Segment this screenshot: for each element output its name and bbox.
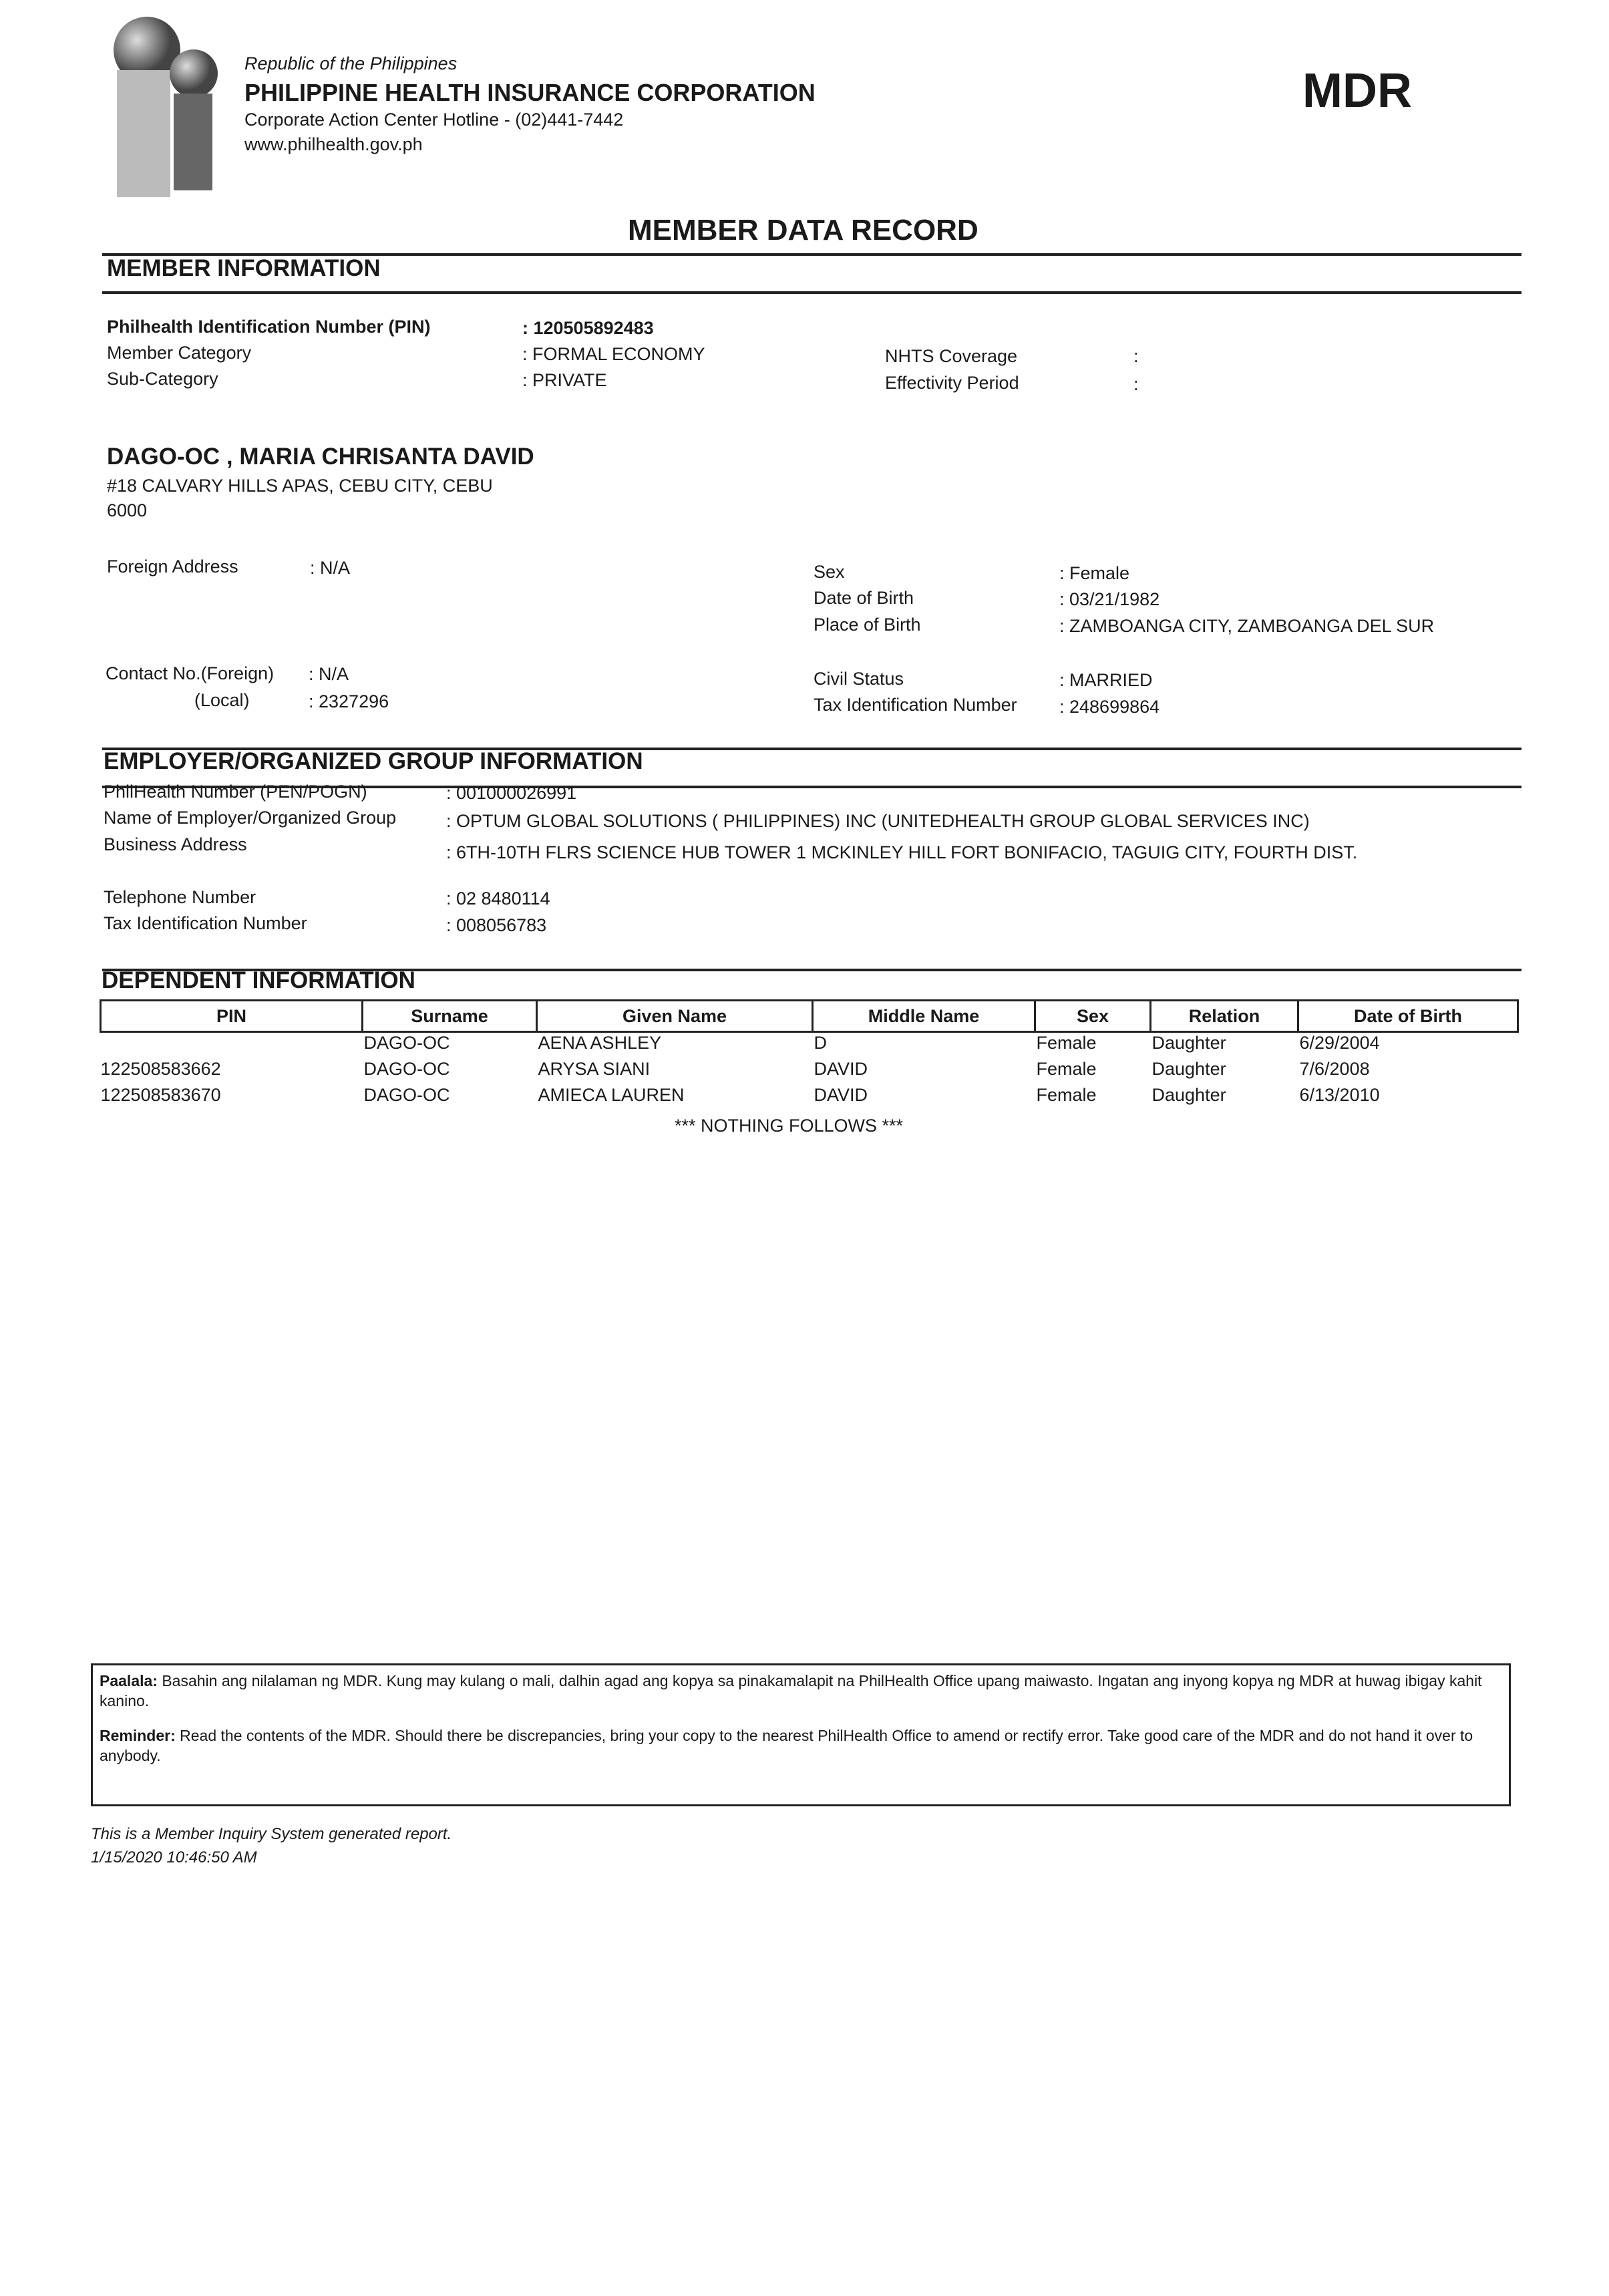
cell-relation: Daughter [1151,1033,1226,1053]
cell-pin: 122508583662 [100,1059,221,1079]
employer-name-value: : OPTUM GLOBAL SOLUTIONS ( PHILIPPINES) INC (UNITEDHEALTH GROUP GLOBAL SERVICES INC) [446,811,1310,831]
cell-given-name: ARYSA SIANI [538,1059,651,1079]
cell-sex: Female [1036,1033,1097,1053]
telephone-value: : 02 8480114 [446,888,550,909]
cell-dob: 6/13/2010 [1299,1085,1380,1105]
effectivity-label: Effectivity Period [885,373,1019,393]
form-code: MDR [1302,64,1412,118]
hotline: Corporate Action Center Hotline - (02)441-7442 [244,110,624,130]
pob-value: : ZAMBOANGA CITY, ZAMBOANGA DEL SUR [1059,616,1435,636]
reminder-text: Read the contents of the MDR. Should there be discrepancies, bring your copy to the nearest PhilHealth Office to amend or rectify error. Take good care of the MDR and do not hand it over to anybody. [100,1727,1473,1764]
column-header-middle-name: Middle Name [813,1001,1035,1032]
dependents-table [100,999,1519,1111]
cell-middle-name: DAVID [814,1059,868,1079]
pin-label: Philhealth Identification Number (PIN) [107,317,431,337]
column-header-given-name: Given Name [537,1001,813,1032]
contact-foreign-value: : N/A [309,664,349,684]
cell-given-name: AENA ASHLEY [538,1033,662,1053]
column-header-sex: Sex [1035,1001,1151,1032]
cell-dob: 7/6/2008 [1299,1059,1370,1079]
employer-tin-value: : 008056783 [446,915,547,935]
reminder-box [91,1663,1511,1806]
dependent-section-title: DEPENDENT INFORMATION [102,967,415,993]
cell-dob: 6/29/2004 [1299,1033,1380,1053]
employer-name-label: Name of Employer/Organized Group [104,808,397,828]
business-address-value: : 6TH-10TH FLRS SCIENCE HUB TOWER 1 MCKINLEY HILL FORT BONIFACIO, TAGUIG CITY, FOURTH DIST. [446,842,1358,862]
category-value: : FORMAL ECONOMY [522,344,705,364]
employer-section-title: EMPLOYER/ORGANIZED GROUP INFORMATION [104,748,643,774]
paalala-note [100,1671,1502,1711]
generated-note: This is a Member Inquiry System generated report. [91,1825,452,1843]
dob-value: : 03/21/1982 [1059,589,1160,609]
effectivity-value: : [1133,374,1139,394]
contact-foreign-label: Contact No.(Foreign) [106,663,275,683]
cell-relation: Daughter [1151,1085,1226,1105]
divider [102,291,1522,294]
member-zip: 6000 [107,500,148,520]
cell-relation: Daughter [1151,1059,1226,1079]
cell-surname: DAGO-OC [363,1033,450,1053]
cell-middle-name: D [814,1033,827,1053]
column-header-relation: Relation [1151,1001,1298,1032]
cell-given-name: AMIECA LAUREN [538,1085,685,1105]
nhts-label: NHTS Coverage [885,346,1018,366]
generated-timestamp: 1/15/2020 10:46:50 AM [91,1848,257,1866]
category-label: Member Category [107,343,252,363]
telephone-label: Telephone Number [104,887,256,907]
cell-pin: 122508583670 [100,1085,221,1105]
tin-label: Tax Identification Number [814,695,1017,715]
dob-label: Date of Birth [814,588,914,608]
website: www.philhealth.gov.ph [244,134,423,154]
cell-middle-name: DAVID [814,1085,868,1105]
column-header-surname: Surname [363,1001,537,1032]
business-address-label: Business Address [104,834,247,854]
pen-value: : 001000026991 [446,783,577,803]
nhts-value: : [1133,346,1139,366]
sex-value: : Female [1059,563,1130,583]
pob-label: Place of Birth [814,615,921,635]
foreign-address-value: : N/A [310,558,351,578]
contact-local-label: (Local) [194,690,250,710]
table-row [101,1059,1518,1085]
member-address: #18 CALVARY HILLS APAS, CEBU CITY, CEBU [107,476,493,496]
org-name: PHILIPPINE HEALTH INSURANCE CORPORATION [244,79,816,106]
pin-value: : 120505892483 [522,318,654,338]
page-title: MEMBER DATA RECORD [628,214,978,247]
paalala-text: Basahin ang nilalaman ng MDR. Kung may kulang o mali, dalhin agad ang kopya sa pinakamalapit na PhilHealth Office upang maiwasto. Ingatan ang inyong kopya ng MDR at huwag ibigay kahit kanino. [100,1672,1482,1709]
subcategory-label: Sub-Category [107,369,218,389]
tin-value: : 248699864 [1059,697,1160,717]
reminder-note [100,1726,1502,1766]
paalala-label: Paalala: [100,1672,158,1689]
table-row [101,1032,1518,1059]
republic-text: Republic of the Philippines [244,53,458,73]
pen-label: PhilHealth Number (PEN/POGN) [104,782,367,802]
cell-surname: DAGO-OC [363,1085,450,1105]
contact-local-value: : 2327296 [309,691,389,711]
cell-pin [101,1032,363,1059]
nothing-follows: *** NOTHING FOLLOWS *** [675,1116,904,1136]
column-header-dob: Date of Birth [1298,1001,1518,1032]
member-section-title: MEMBER INFORMATION [107,255,381,281]
column-header-pin: PIN [101,1001,363,1032]
table-row [101,1085,1518,1111]
subcategory-value: : PRIVATE [522,370,607,390]
employer-tin-label: Tax Identification Number [104,913,307,933]
civil-status-label: Civil Status [814,669,904,689]
philhealth-logo [107,7,240,200]
cell-sex: Female [1036,1059,1097,1079]
reminder-label: Reminder: [100,1727,176,1744]
civil-status-value: : MARRIED [1059,670,1153,690]
member-name: DAGO-OC , MARIA CHRISANTA DAVID [107,444,534,470]
cell-sex: Female [1036,1085,1097,1105]
cell-surname: DAGO-OC [363,1059,450,1079]
sex-label: Sex [814,562,845,582]
table-header-row [101,1001,1518,1032]
foreign-address-label: Foreign Address [107,556,238,577]
